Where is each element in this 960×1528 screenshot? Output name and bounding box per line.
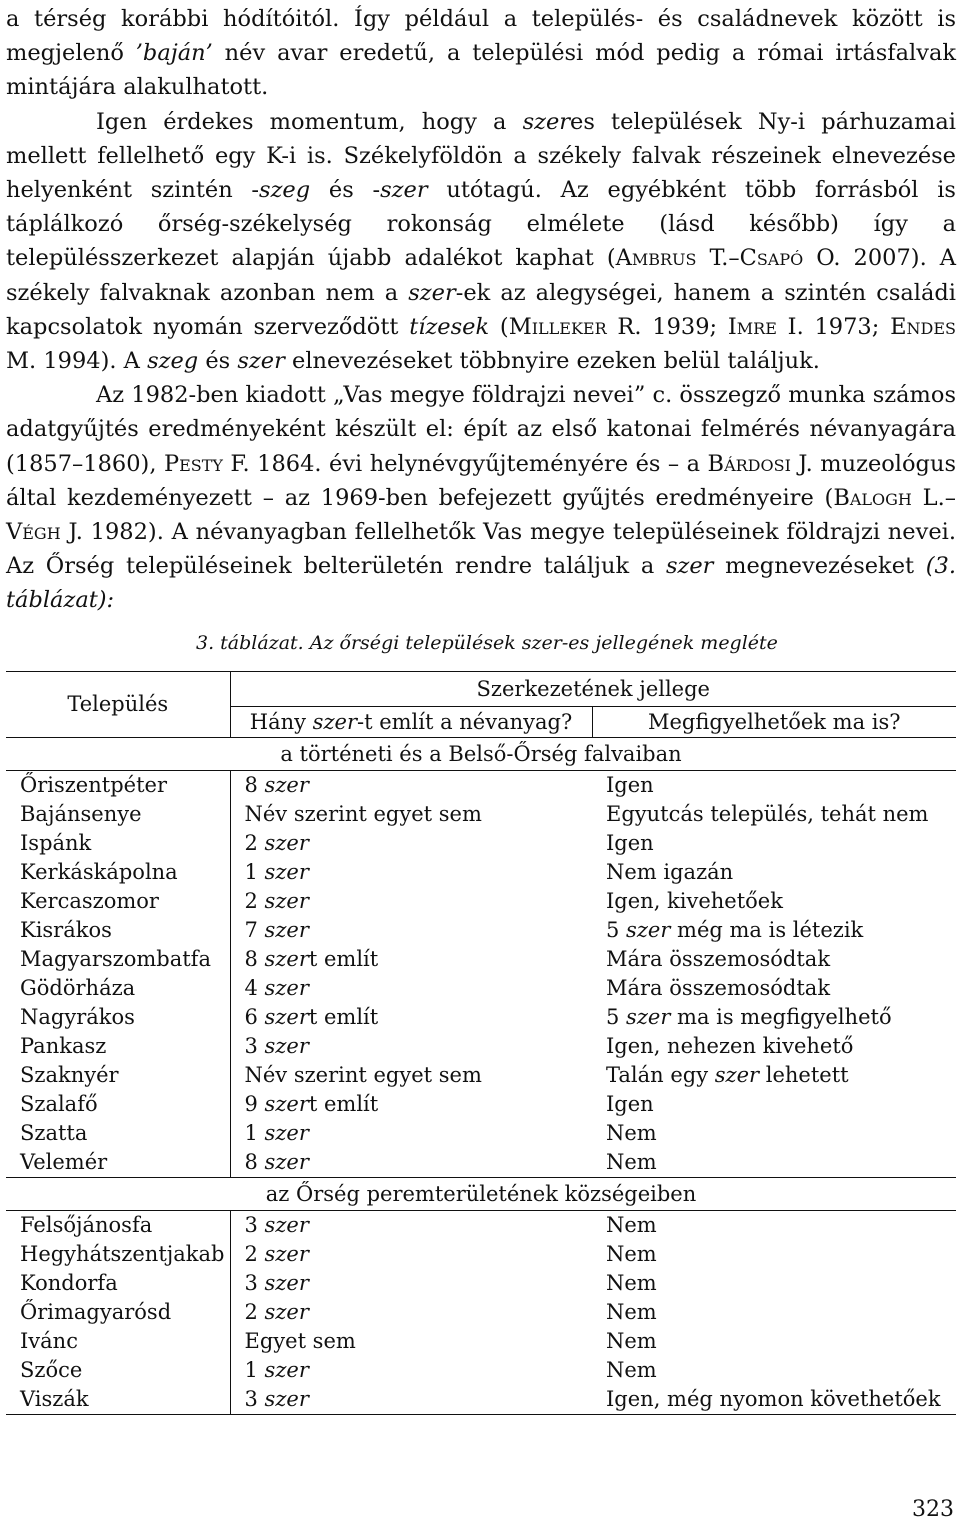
cell-visible: Nem xyxy=(606,1213,657,1237)
cell-visible: Mára összemosódtak xyxy=(606,947,831,971)
cell-settlement: Őrimagyarósd xyxy=(6,1298,230,1327)
cell-visible: Igen xyxy=(606,1092,654,1116)
table-row xyxy=(6,829,956,858)
cell-settlement: Szatta xyxy=(6,1119,230,1148)
table-row xyxy=(6,974,956,1003)
cell-visible: Nem xyxy=(606,1329,657,1353)
cell-count: 9 szert említ xyxy=(244,1092,379,1116)
cell-settlement: Gödörháza xyxy=(6,974,230,1003)
table-row xyxy=(6,1327,956,1356)
cell-settlement: Szaknyér xyxy=(6,1061,230,1090)
paragraph-1: a térség korábbi hódítóitól. Így például a település- és családnevek között is megjelenő ’baján’ név avar eredetű, a települési mód pedig a római irtásfalvak mintájára alakulhatott. xyxy=(6,6,957,101)
cell-count: 1 szer xyxy=(244,1358,309,1382)
table-row xyxy=(6,1356,956,1385)
cell-count: 1 szer xyxy=(244,860,309,884)
cell-settlement: Viszák xyxy=(6,1385,230,1415)
table-row xyxy=(6,1003,956,1032)
header-structure: Szerkezetének jellege xyxy=(230,672,956,707)
cell-visible: Igen xyxy=(606,831,654,855)
cell-visible: Nem xyxy=(606,1121,657,1145)
cell-settlement: Magyarszombatfa xyxy=(6,945,230,974)
cell-count: 3 szer xyxy=(244,1271,309,1295)
cell-count: 2 szer xyxy=(244,1300,309,1324)
header-visible: Megfigyelhetőek ma is? xyxy=(592,707,956,738)
cell-settlement: Felsőjánosfa xyxy=(6,1211,230,1241)
cell-count: Egyet sem xyxy=(244,1329,356,1353)
cell-settlement: Bajánsenye xyxy=(6,800,230,829)
cell-visible: Nem xyxy=(606,1150,657,1174)
cell-settlement: Kondorfa xyxy=(6,1269,230,1298)
cell-visible: Igen, nehezen kivehető xyxy=(606,1034,854,1058)
cell-count: 3 szer xyxy=(230,1385,592,1415)
table-row xyxy=(6,1298,956,1327)
table-row xyxy=(6,1119,956,1148)
table-row xyxy=(6,1385,956,1415)
cell-visible: Igen, kivehetőek xyxy=(606,889,783,913)
cell-count: 8 szer xyxy=(244,773,309,797)
table-row xyxy=(6,1240,956,1269)
cell-count: 4 szer xyxy=(244,976,309,1000)
page-number: 323 xyxy=(912,1497,954,1522)
table-row xyxy=(6,1090,956,1119)
table-row xyxy=(6,1269,956,1298)
cell-visible: 5 szer ma is megfigyelhető xyxy=(606,1005,892,1029)
table-row xyxy=(6,1148,956,1178)
cell-count: 7 szer xyxy=(244,918,309,942)
table-row xyxy=(6,858,956,887)
cell-visible: Mára összemosódtak xyxy=(606,976,831,1000)
cell-count: 2 szer xyxy=(244,1242,309,1266)
cell-visible: Nem xyxy=(606,1300,657,1324)
cell-count: 8 szert említ xyxy=(244,947,379,971)
cell-settlement: Nagyrákos xyxy=(6,1003,230,1032)
cell-count: 8 szer xyxy=(244,1150,309,1174)
cell-visible: Igen, még nyomon követhetőek xyxy=(592,1385,956,1415)
cell-settlement: Kercaszomor xyxy=(6,887,230,916)
cell-settlement: Szőce xyxy=(6,1356,230,1385)
table-row xyxy=(6,1061,956,1090)
cell-visible: 5 szer még ma is létezik xyxy=(606,918,864,942)
table-row xyxy=(6,887,956,916)
table-row xyxy=(6,945,956,974)
table-row xyxy=(6,771,956,801)
cell-visible: Nem xyxy=(606,1358,657,1382)
header-settlement: Település xyxy=(6,672,230,738)
table-caption: 3. táblázat. Az őrségi települések szer-es jellegének megléte xyxy=(196,632,778,654)
cell-settlement: Velemér xyxy=(6,1148,230,1178)
settlement-table xyxy=(6,671,956,1415)
paragraph-2: Igen érdekes momentum, hogy a szeres települések Ny-i párhuzamai mellett fellelhető egy K-i is. Székelyföldön a székely falvak részeinek elnevezése helyenként szintén -szeg és -szer utótagú. Az egyébként több forrásból is táplálkozó őrség-székelység rokonság elmélete (lásd később) így a településszerkezet alapján újabb adalékot kaphat (Ambrus T.–Csapó O. 2007). A székely falvaknak azonban nem a szer-ek az alegységei, hanem a szintén családi kapcsolatok nyomán szerveződött tízesek (Milleker R. 1939; Imre I. 1973; Endes M. 1994). A szeg és szer elnevezéseket többnyire ezeken belül találjuk. xyxy=(6,108,957,375)
cell-count: 1 szer xyxy=(244,1121,309,1145)
cell-count: Név szerint egyet sem xyxy=(244,1063,482,1087)
cell-visible: Igen xyxy=(606,773,654,797)
table-row xyxy=(6,1032,956,1061)
cell-count: 3 szer xyxy=(244,1034,309,1058)
section-heading-inner: a történeti és a Belső-Őrség falvaiban xyxy=(6,738,956,771)
table-row xyxy=(6,800,956,829)
paragraph-3: Az 1982-ben kiadott „Vas megye földrajzi nevei” c. összegző munka számos adatgyűjtés eredményeként készült el: épít az első katonai felmérés névanyagára (1857–1860), Pesty F. 1864. évi helynévgyűjteményére és – a Bárdosi J. muzeológus által kezdeményezett – az 1969-ben befejezett gyűjtés eredményeire (Balogh L.–Végh J. 1982). A névanyagban fellelhetők Vas megye településeinek földrajzi nevei. Az Őrség településeinek belterületén rendre találjuk a szer megnevezéseket (3. táblázat): xyxy=(6,382,956,614)
cell-count: 2 szer xyxy=(244,831,309,855)
cell-settlement: Pankasz xyxy=(6,1032,230,1061)
cell-visible: Nem xyxy=(606,1242,657,1266)
cell-settlement: Őriszentpéter xyxy=(6,771,230,801)
cell-visible: Nem xyxy=(606,1271,657,1295)
table-row xyxy=(6,1211,956,1241)
cell-settlement: Szalafő xyxy=(6,1090,230,1119)
cell-count: 2 szer xyxy=(244,889,309,913)
cell-count: 3 szer xyxy=(244,1213,309,1237)
table-row xyxy=(6,916,956,945)
section-heading-periphery: az Őrség peremterületének községeiben xyxy=(6,1178,956,1211)
cell-settlement: Hegyhátszentjakab xyxy=(6,1240,230,1269)
cell-count: 6 szert említ xyxy=(244,1005,379,1029)
cell-settlement: Ispánk xyxy=(6,829,230,858)
cell-settlement: Kerkáskápolna xyxy=(6,858,230,887)
cell-settlement: Kisrákos xyxy=(6,916,230,945)
body-text xyxy=(6,2,956,618)
cell-count: Név szerint egyet sem xyxy=(244,802,482,826)
header-count: Hány szer-t említ a névanyag? xyxy=(230,707,592,738)
cell-visible: Nem igazán xyxy=(606,860,734,884)
cell-settlement: Ivánc xyxy=(6,1327,230,1356)
cell-visible: Talán egy szer lehetett xyxy=(606,1063,849,1087)
cell-visible: Egyutcás település, tehát nem xyxy=(606,802,929,826)
